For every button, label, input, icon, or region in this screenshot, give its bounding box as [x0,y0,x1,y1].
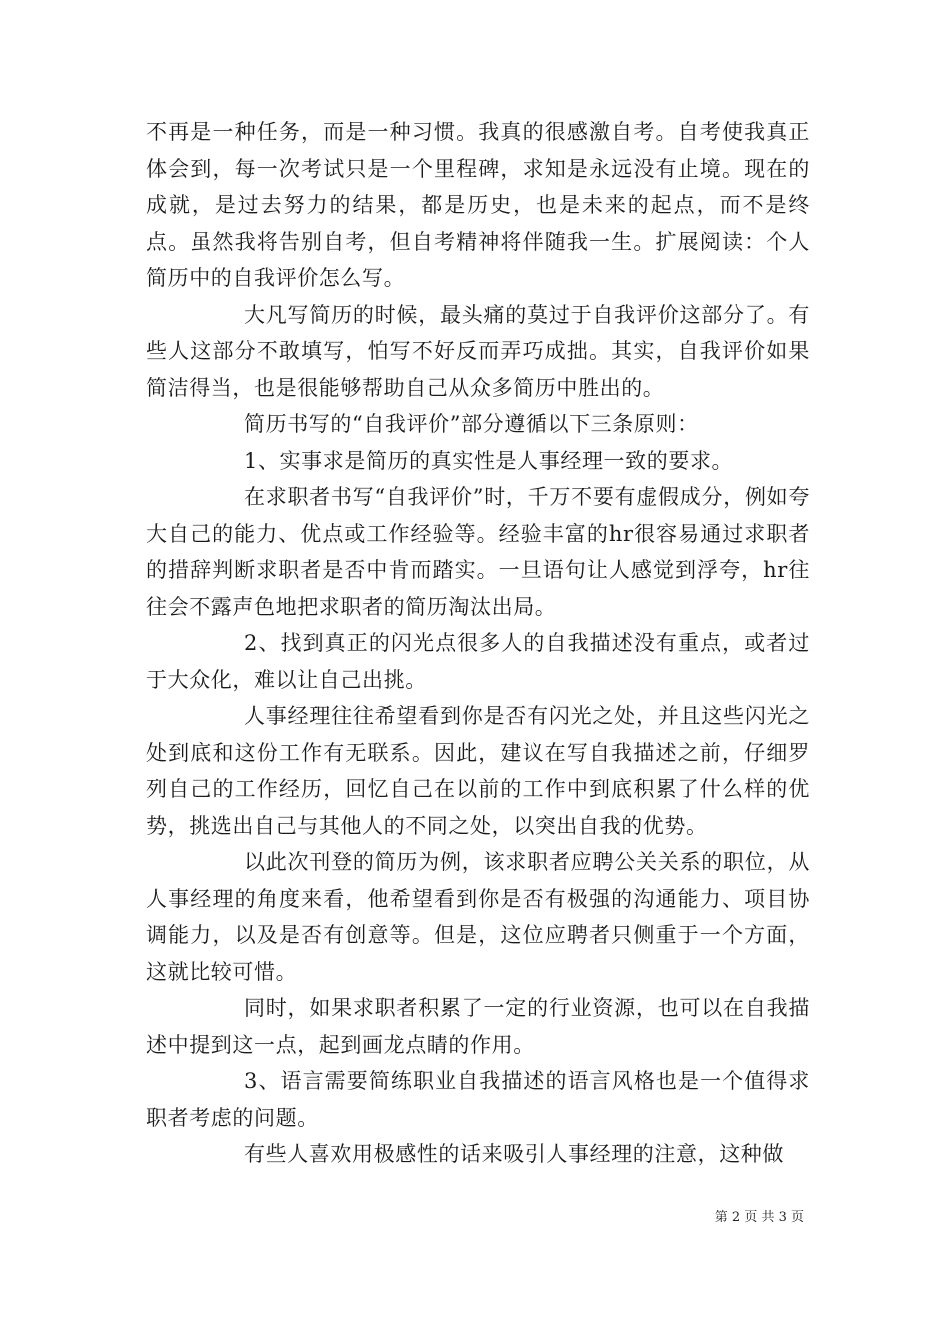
document-body [146,114,810,1173]
paragraph-5: 在求职者书写“自我评价”时，千万不要有虚假成分，例如夸大自己的能力、优点或工作经验等。经验丰富的hr很容易通过求职者的措辞判断求职者是否中肯而踏实。一旦语句让人感觉到浮夸，hr往往会不露声色地把求职者的简历淘汰出局。 [146,485,810,619]
paragraph-6: 2、找到真正的闪光点很多人的自我描述没有重点，或者过于大众化，难以让自己出挑。 [146,631,810,692]
paragraph-2: 大凡写简历的时候，最头痛的莫过于自我评价这部分了。有些人这部分不敢填写，怕写不好反而弄巧成拙。其实，自我评价如果简洁得当，也是很能够帮助自己从众多简历中胜出的。 [146,302,810,400]
paragraph-4: 1、实事求是简历的真实性是人事经理一致的要求。 [244,448,734,473]
paragraph-9: 同时，如果求职者积累了一定的行业资源，也可以在自我描述中提到这一点，起到画龙点睛的作用。 [146,996,810,1057]
paragraph-1: 不再是一种任务，而是一种习惯。我真的很感激自考。自考使我真正体会到，每一次考试只是一个里程碑，求知是永远没有止境。现在的成就，是过去努力的结果，都是历史，也是未来的起点，而不是终点。虽然我将告别自考，但自考精神将伴随我一生。扩展阅读：个人简历中的自我评价怎么写。 [146,120,810,290]
paragraph-11: 有些人喜欢用极感性的话来吸引人事经理的注意，这种做 [244,1142,784,1166]
paragraph-3: 简历书写的“自我评价”部分遵循以下三条原则： [244,412,699,436]
paragraph-10: 3、语言需要简练职业自我描述的语言风格也是一个值得求职者考虑的问题。 [146,1069,810,1130]
page-number-footer: 第 2 页 共 3 页 [714,1210,804,1225]
paragraph-8: 以此次刊登的简历为例，该求职者应聘公关关系的职位，从人事经理的角度来看，他希望看到你是否有极强的沟通能力、项目协调能力，以及是否有创意等。但是，这位应聘者只侧重于一个方面，这就比较可惜。 [146,850,810,984]
paragraph-7: 人事经理往往希望看到你是否有闪光之处，并且这些闪光之处到底和这份工作有无联系。因此，建议在写自我描述之前，仔细罗列自己的工作经历，回忆自己在以前的工作中到底积累了什么样的优势，挑选出自己与其他人的不同之处，以突出自我的优势。 [146,704,810,838]
